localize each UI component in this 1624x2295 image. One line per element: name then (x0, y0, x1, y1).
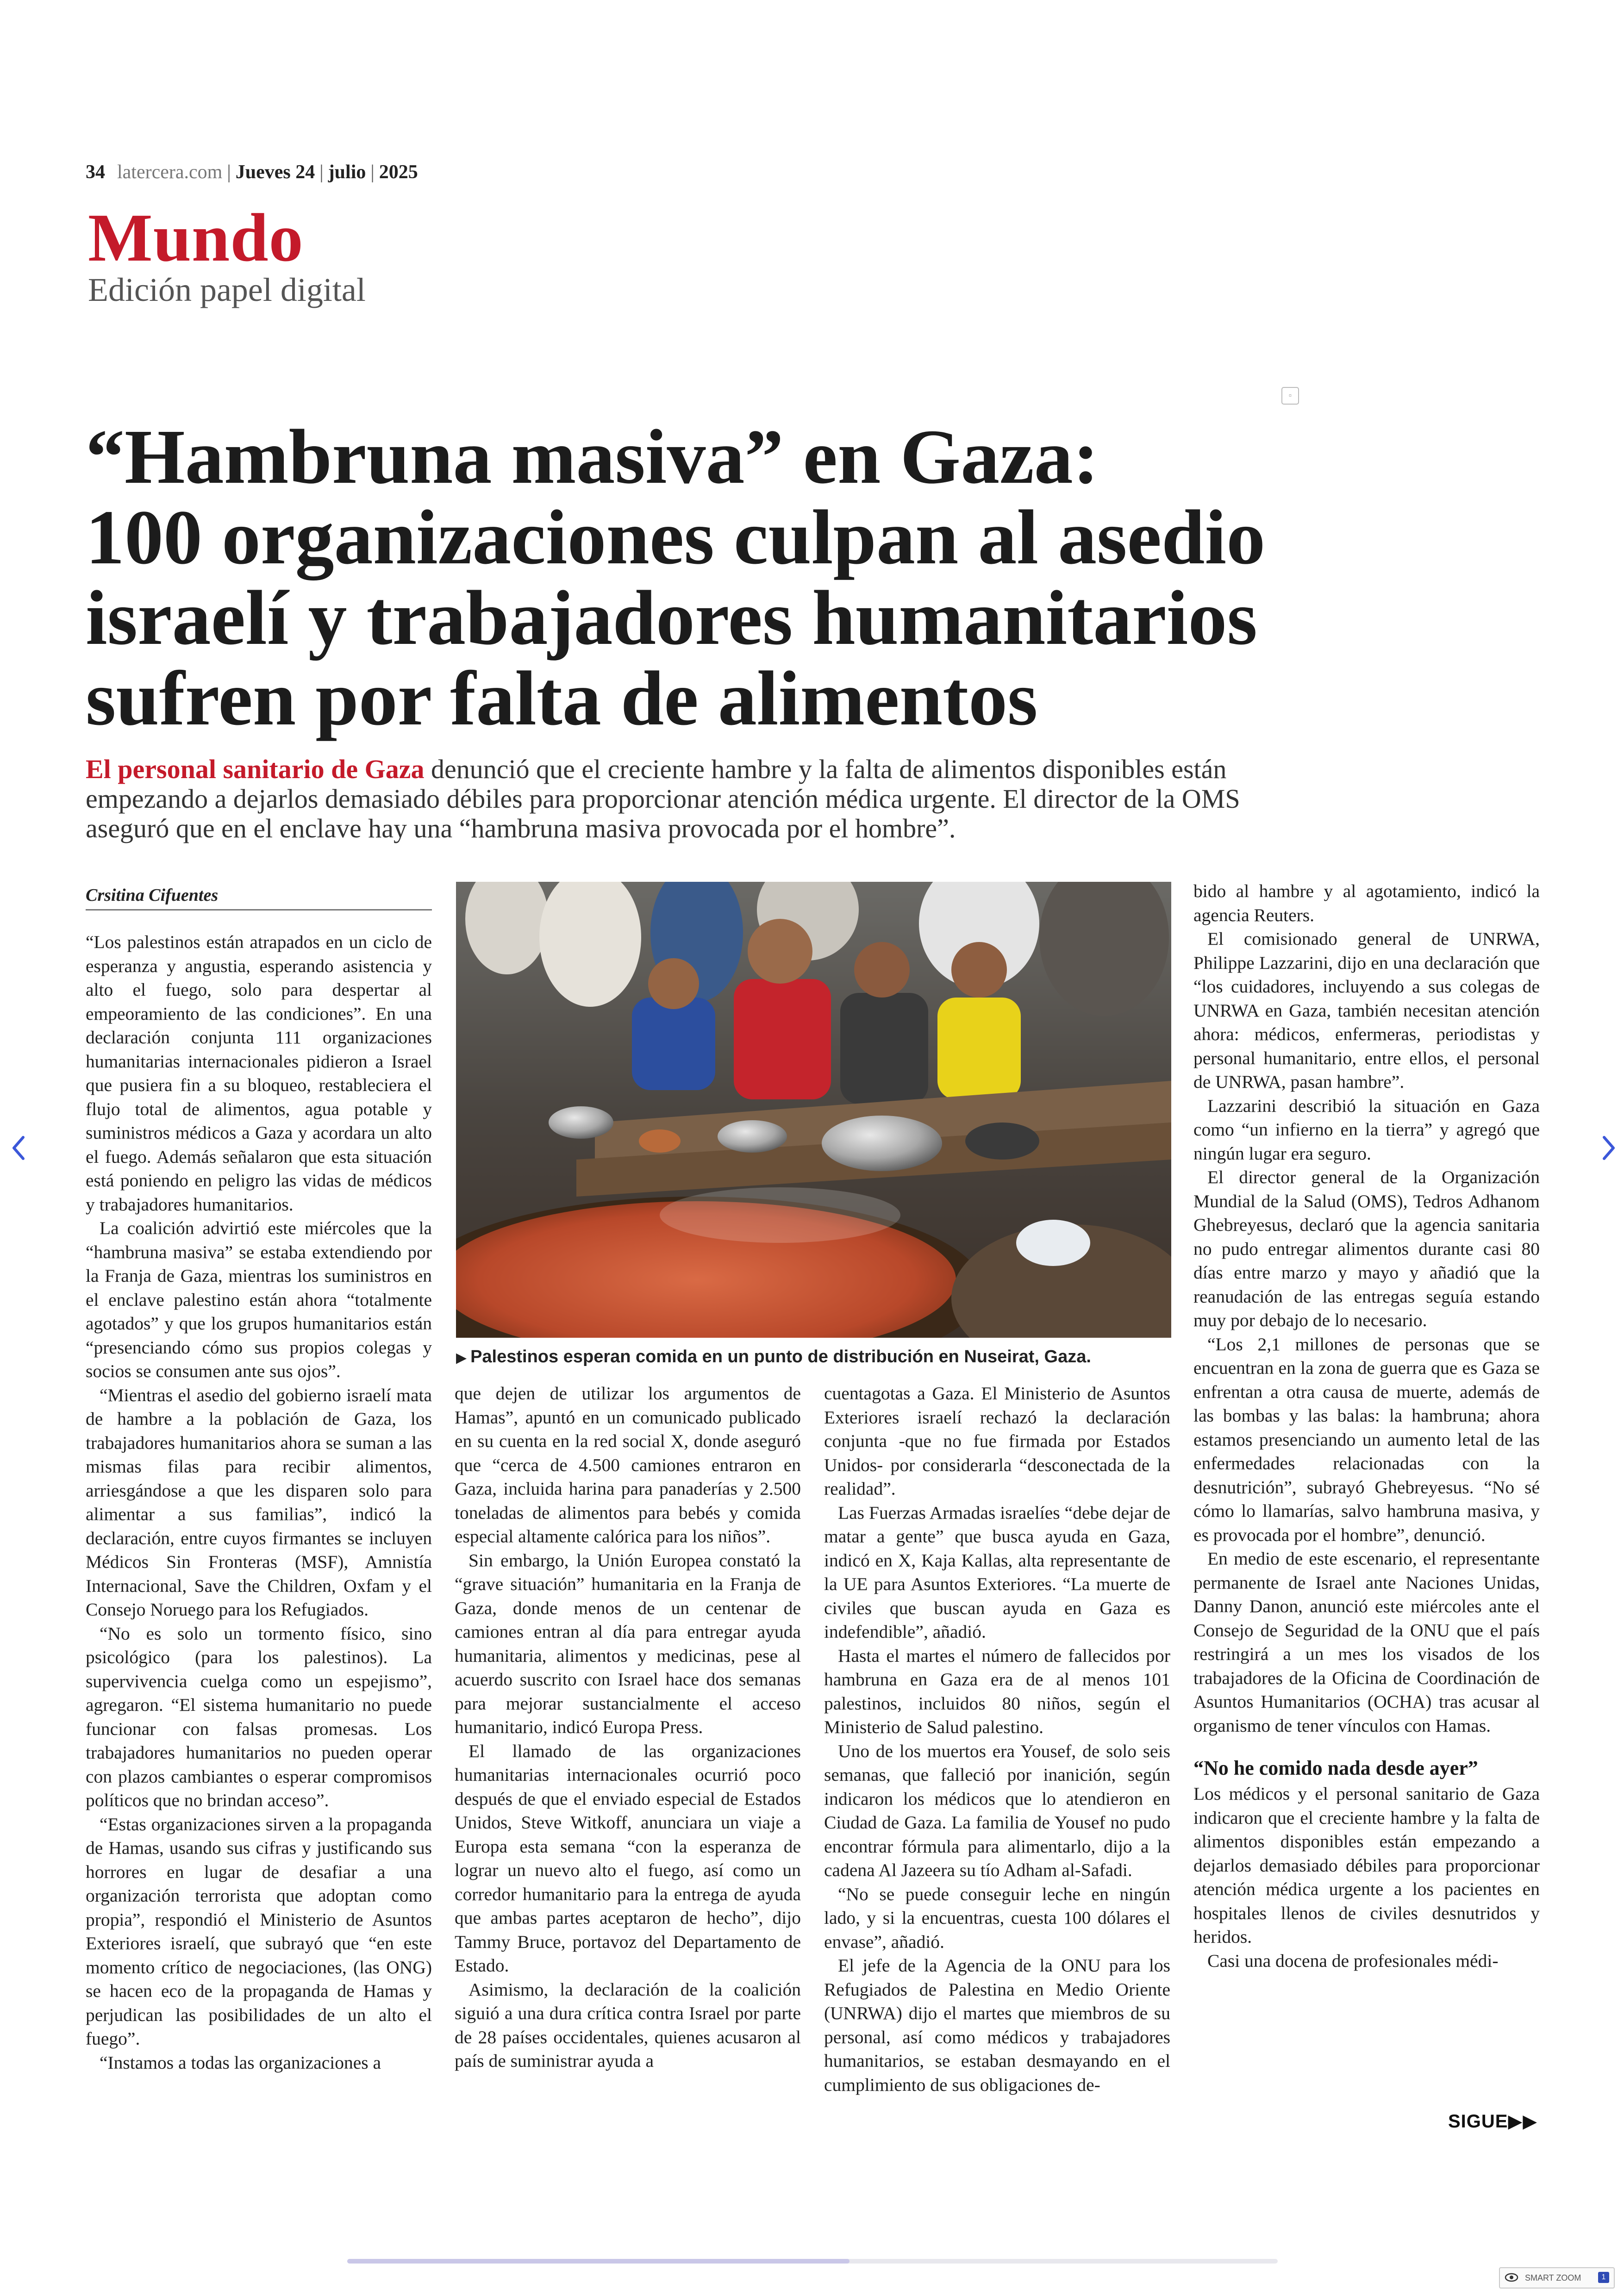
next-page-arrow-icon[interactable] (1599, 1132, 1618, 1164)
reading-progress-fill (347, 2259, 849, 2264)
paragraph: “No se puede conseguir leche en ningún lado, y si la encuentras, cuesta 100 dólares el envase”, añadió. (824, 1883, 1170, 1952)
article-column-4 (1193, 879, 1540, 1973)
issue-day: Jueves 24 (235, 162, 315, 183)
paragraph: El jefe de la Agencia de la ONU para los Refugiados de Palestina en Medio Oriente (UNRWA) dijo el martes que miembros de su personal, así como médicos y trabajadores humanitarios, se estaban desmayando en el cumplimiento de sus obligaciones de- (824, 1955, 1170, 2095)
issue-year: 2025 (379, 162, 418, 183)
paragraph: Asimismo, la declaración de la coalición siguió a una dura crítica contra Israel por parte de 28 países occidentales, quienes acusaron al país de suministrar ayuda a (455, 1979, 801, 2071)
photo-caption (456, 1347, 1171, 1367)
page-number: 34 (86, 162, 105, 183)
headline-line: israelí y trabajadores humanitarios (86, 575, 1257, 661)
paragraph: “Los 2,1 millones de personas que se encuentran en la zona de guerra que es Gaza se enfrentan a otra causa de muerte, además de las bombas y las balas: la hambruna; ahora estamos presenciando un aumento letal de las enfermedades relacionadas con la desnutrición”, subrayó Ghebreyesus. “No sé cómo lo llamarías, salvo hambruna masiva, y es provocada por el hombre”, denunció. (1193, 1334, 1540, 1545)
smart-zoom-label: SMART ZOOM (1525, 2273, 1581, 2283)
news-photo (456, 882, 1171, 1338)
paragraph: “Mientras el asedio del gobierno israelí mata de hambre a la población de Gaza, los trabajadores humanitarios ahora se suman a las mismas filas para recibir alimentos, arriesgándose a que les disparen solo para alimentar a sus familias”, indicó la declaración, entre cuyos firmantes se incluyen Médicos Sin Fronteras (MSF), Amnistía Internacional, Save the Children, Oxfam y el Consejo Noruego para los Refugiados. (86, 1384, 432, 1620)
paragraph: El director general de la Organización Mundial de la Salud (OMS), Tedros Adhanom Ghebreyesus, declaró que la agencia sanitaria no pudo entregar alimentos durante casi 80 días entre marzo y mayo y añadió que la reanudación de las entregas seguía estando muy por debajo de lo necesario. (1193, 1167, 1540, 1330)
paragraph: bido al hambre y al agotamiento, indicó la agencia Reuters. (1193, 881, 1540, 925)
caption-triangle-icon: ▶ (456, 1350, 467, 1366)
previous-page-arrow-icon[interactable] (9, 1132, 28, 1164)
article-column-3 (824, 1382, 1170, 2097)
page-folio: 34 latercera.com | Jueves 24 | julio | 2025 (86, 162, 418, 183)
page-indicator[interactable]: 1 (1598, 2272, 1609, 2283)
paragraph: “Estas organizaciones sirven a la propaganda de Hamas, usando sus cifras y justificando sus horrores en lugar de desafiar a una organización terrorista que adoptan como propia”, respondió el Ministerio de Asuntos Exteriores israelí, que subrayó que “en este momento crítico de negociaciones, (las ONG) se hacen eco de la propaganda de Hamas y perjudican las posibilidades de un alto el fuego”. (86, 1814, 432, 2049)
subheading: “No he comido nada desde ayer” (1193, 1757, 1478, 1779)
continue-label: SIGUE (1448, 2111, 1508, 2132)
paragraph: Lazzarini describió la situación en Gaza como “un infierno en la tierra” y agregó que ningún lugar era seguro. (1193, 1095, 1540, 1164)
paragraph: El llamado de las organizaciones humanitarias internacionales ocurrió poco después de que el enviado especial de Estados Unidos, Steve Witkoff, anunciara un viaje a Europa esta semana “con la esperanza de lograr un nuevo alto el fuego, así como un corredor humanitario para la entrega de ayuda que ambas partes aceptaron de hecho”, dijo Tammy Bruce, portavoz del Departamento de Estado. (455, 1740, 801, 1976)
article-headline (86, 414, 1474, 742)
paragraph: Las Fuerzas Armadas israelíes “debe dejar de matar a gente” que busca ayuda en Gaza, indicó en X, Kaja Kallas, alta representante de la UE para Asuntos Exteriores. “La muerte de civiles que buscan ayuda en Gaza es indefendible”, añadió. (824, 1502, 1170, 1642)
paragraph: “No es solo un tormento físico, sino psicológico (para los palestinos). La supervivencia cuelga como un espejismo”, agregaron. “El sistema humanitario no puede funcionar con falsas promesas. Los trabajadores humanitarios no pueden operar con plazos cambiantes o esperar compromisos políticos que no brindan acceso”. (86, 1623, 432, 1810)
headline-line: sufren por falta de alimentos (86, 655, 1038, 742)
paragraph: Los médicos y el personal sanitario de Gaza indicaron que el creciente hambre y la falta de alimentos disponibles están empezando a dejarlos demasiado débiles para proporcionar atención médica urgente a los pacientes en hospitales llenos de civiles desnutridos y heridos. (1193, 1784, 1540, 1947)
section-subtitle: Edición papel digital (88, 271, 366, 308)
paragraph: Sin embargo, la Unión Europea constató la “grave situación” humanitaria en la Franja de Gaza, donde menos de un centenar de camiones entran al día para entregar ayuda humanitaria, alimentos y medicinas, pese al acuerdo suscrito con Israel hace dos semanas para mejorar sustancialmente el acceso humanitario, indicó Europa Press. (455, 1550, 801, 1737)
lede-text: denunció que el creciente hambre y la falta de alimentos disponibles están empezando a dejarlos demasiado débiles para proporcionar atención médica urgente. El director de la OMS aseguró que en el enclave hay una “hambruna masiva provocada por el hombre”. (86, 754, 1240, 843)
article-lede (86, 755, 1326, 843)
paragraph: La coalición advirtió este miércoles que la “hambruna masiva” se estaba extendiendo por la Franja de Gaza, mientras los suministros en el enclave palestino están ahora “totalmente agotados” y que los grupos humanitarios están “presenciando cómo sus propios colegas y socios se consumen ante sus ojos”. (86, 1218, 432, 1381)
double-arrow-icon: ▶▶ (1508, 2111, 1538, 2132)
zoom-region-icon[interactable]: ▫ (1281, 387, 1299, 405)
issue-month: julio (328, 162, 366, 183)
article-column-1 (86, 930, 432, 2075)
paragraph: que dejen de utilizar los argumentos de Hamas”, apuntó en un comunicado publicado en su cuenta en la red social X, donde aseguró que “cerca de 4.500 camiones entraron en Gaza, incluida harina para panaderías y 2.500 toneladas de alimentos para bebés y comida especial altamente calórica para los niños”. (455, 1383, 801, 1547)
paragraph: “Instamos a todas las organizaciones a (100, 2052, 381, 2073)
headline-line: “Hambruna masiva” en Gaza: (86, 414, 1099, 500)
article-column-2 (455, 1382, 801, 2073)
headline-line: 100 organizaciones culpan al asedio (86, 494, 1266, 580)
section-title: Mundo (88, 200, 304, 276)
paragraph: El comisionado general de UNRWA, Philippe Lazzarini, dijo en una declaración que “los cuidadores, incluyendo a sus colegas de UNRWA en Gaza, también necesitan atención ahora: médicos, enfermeras, periodistas y personal humanitario, entre ellos, el personal de UNRWA, pasan hambre”. (1193, 929, 1540, 1092)
paragraph: En medio de este escenario, el representante permanente de Israel ante Naciones Unidas, Danny Danon, anunció este miércoles ante el Consejo de Seguridad de la ONU que el país restringirá a un mes los visados de los trabajadores de la Oficina de Coordinación de Asuntos Humanitarios (OCHA) tras acusar al organismo de tener vínculos con Hamas. (1193, 1548, 1540, 1736)
paragraph: Uno de los muertos era Yousef, de solo seis semanas, que falleció por inanición, según indicaron los médicos que lo atendieron en Ciudad de Gaza. La familia de Yousef no pudo encontrar fórmula para alimentarlo, dijo a la cadena Al Jazeera su tío Adham al-Safadi. (824, 1740, 1170, 1880)
smart-zoom-button[interactable] (1499, 2267, 1615, 2289)
continue-marker[interactable] (1448, 2111, 1537, 2132)
paragraph: Hasta el martes el número de fallecidos por hambruna en Gaza era de al menos 101 palestinos, incluidos 80 niños, según el Ministerio de Salud palestino. (824, 1645, 1170, 1737)
paragraph: Casi una docena de profesionales médi- (1207, 1950, 1499, 1971)
byline: Crsitina Cifuentes (86, 885, 432, 911)
lede-kicker: El personal sanitario de Gaza (86, 754, 425, 784)
eye-icon (1505, 2272, 1518, 2283)
paragraph: “Los palestinos están atrapados en un ciclo de esperanza y angustia, esperando asistencia y alto el fuego, solo para despertar al empeoramiento de las condiciones”. En una declaración conjunta 111 organizaciones humanitarias internacionales pidieron a Israel que pusiera fin a su bloqueo, restableciera el flujo total de alimentos, agua potable y suministros médicos a Gaza y acordara un alto el fuego. Además señalaron que esta situación está poniendo en peligro las vidas de médicos y trabajadores humanitarios. (86, 932, 432, 1215)
paragraph: cuentagotas a Gaza. El Ministerio de Asuntos Exteriores israelí rechazó la declaración conjunta -que no fue firmada por Estados Unidos- por considerarla “desconectada de la realidad”. (824, 1383, 1170, 1499)
caption-text: Palestinos esperan comida en un punto de distribución en Nuseirat, Gaza. (470, 1347, 1091, 1366)
site-name: latercera.com (117, 162, 223, 183)
